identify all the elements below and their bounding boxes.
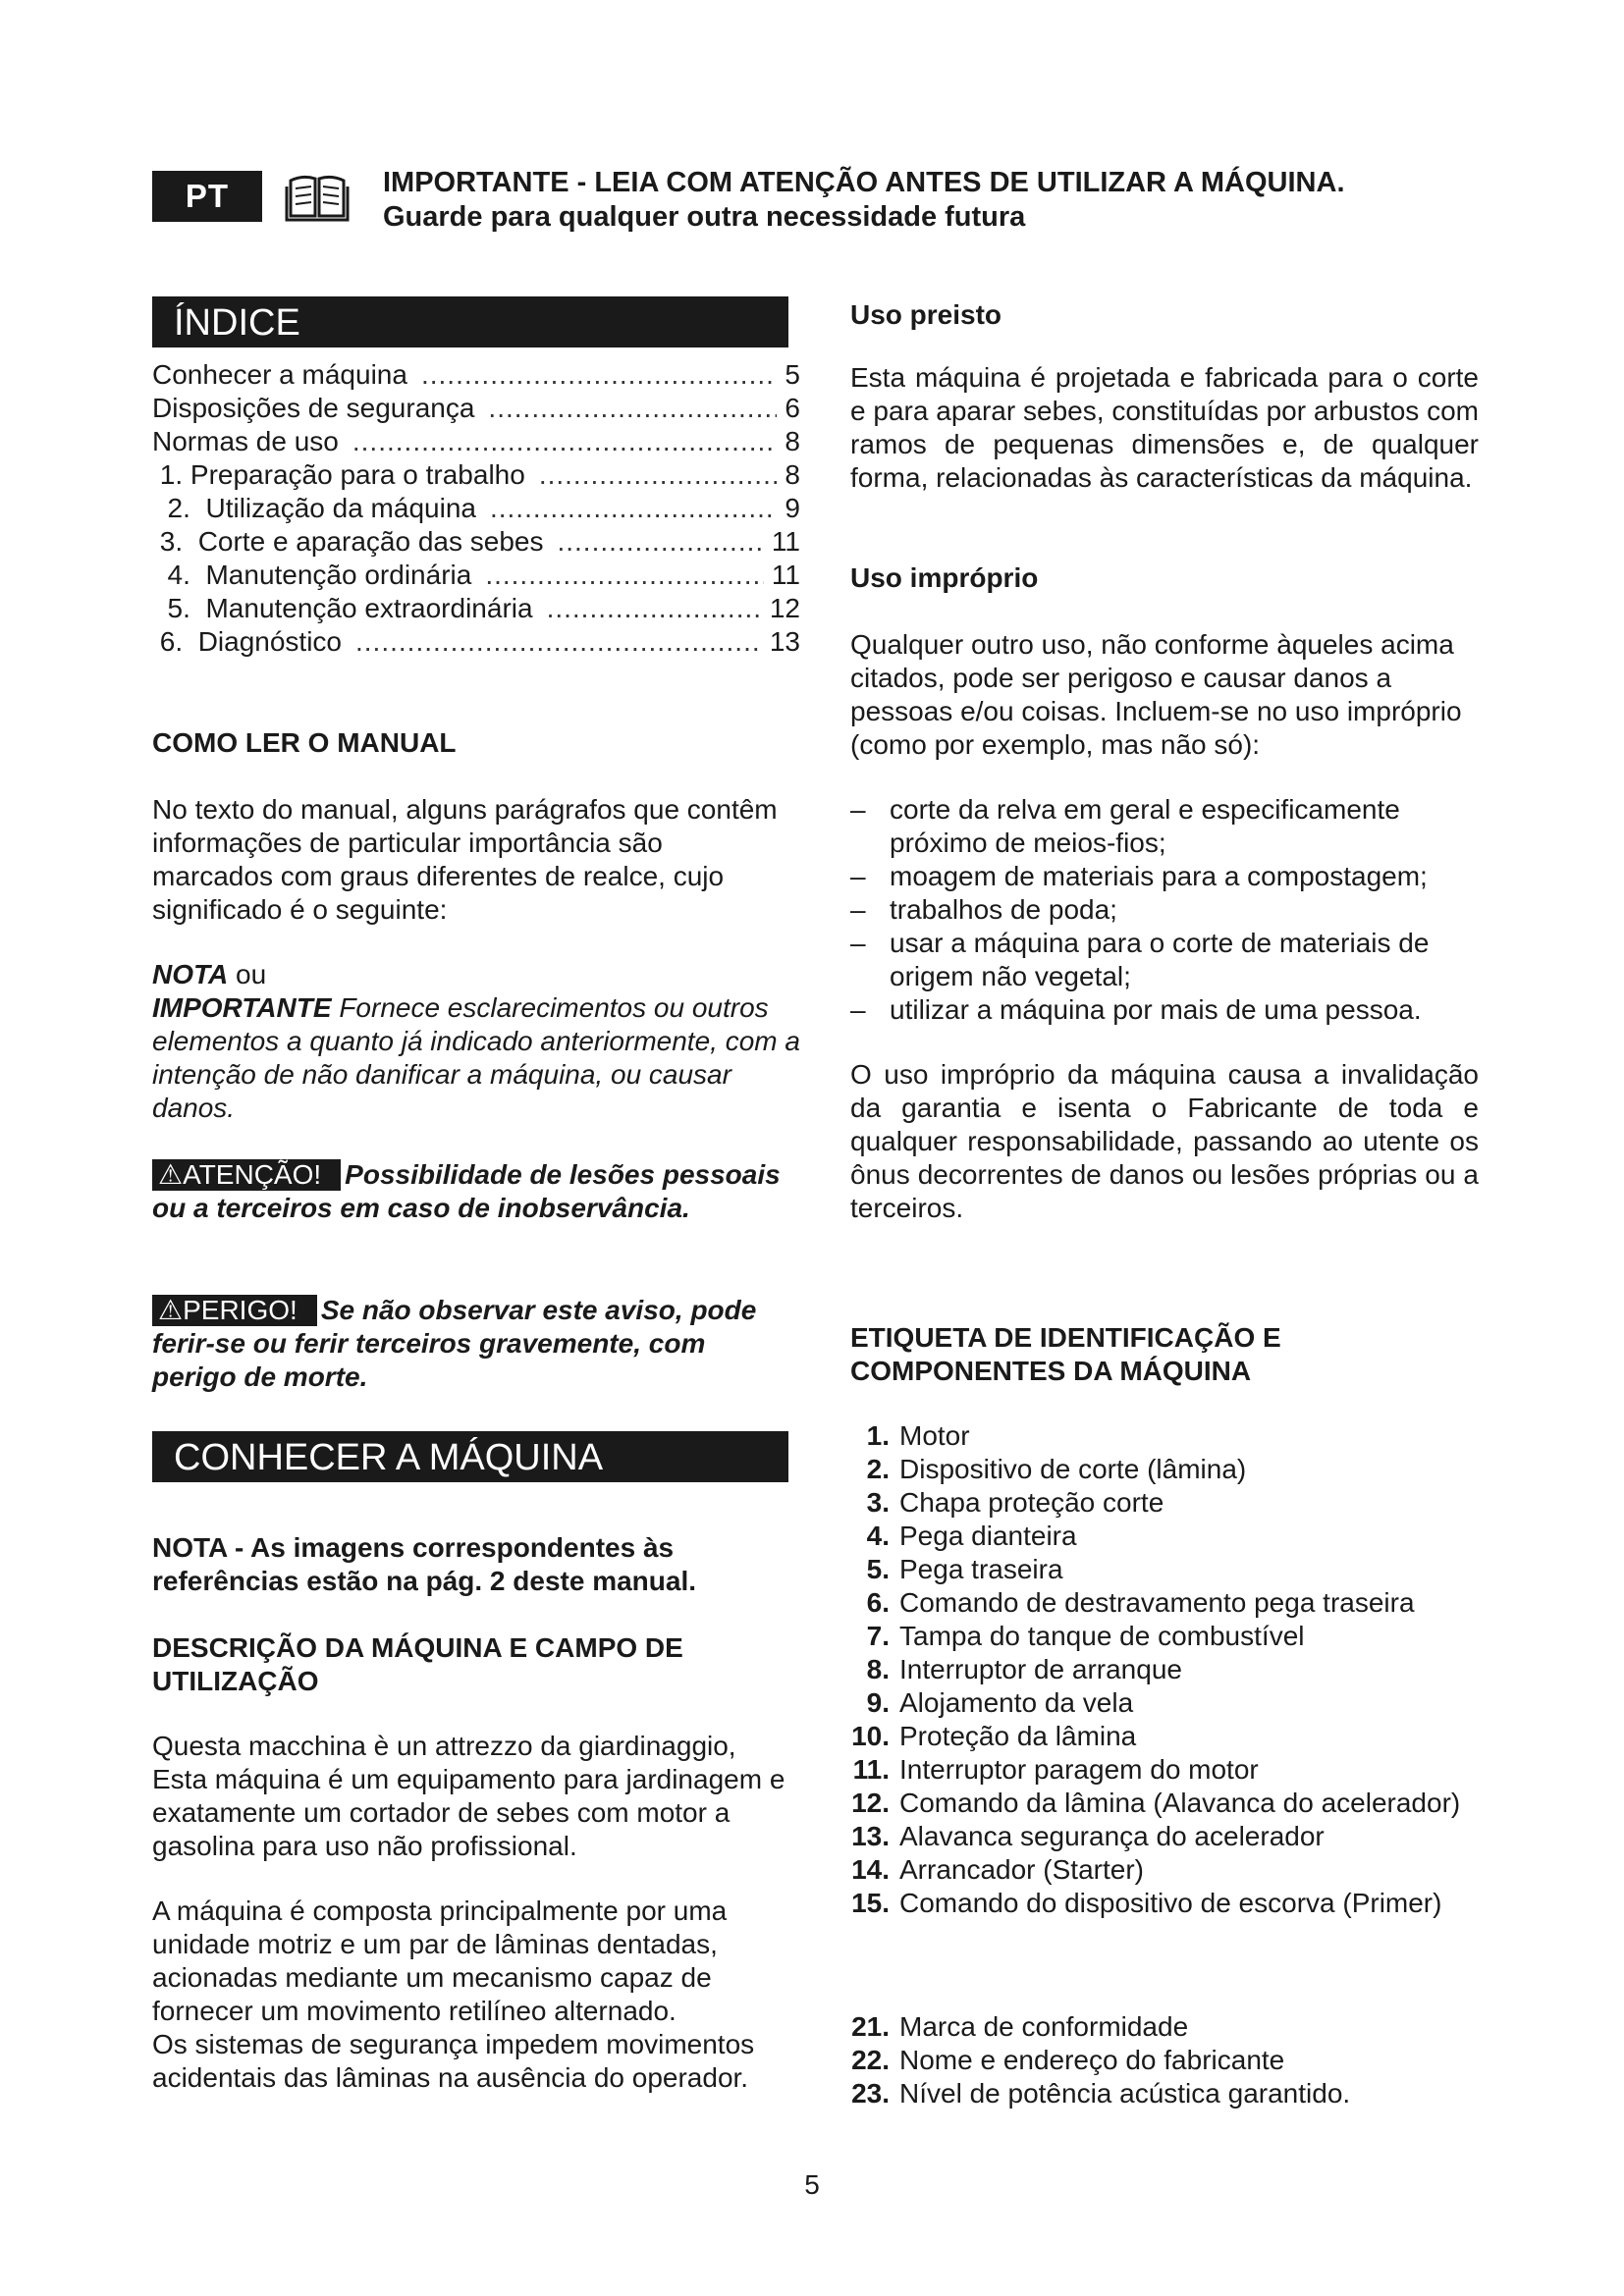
list-item-text: utilizar a máquina por mais de uma pessoa.: [890, 994, 1422, 1025]
component-number: 15.: [851, 1888, 890, 1918]
page-number: 5: [804, 2169, 820, 2200]
toc-leader-dots: [490, 492, 777, 525]
component-text: Interruptor de arranque: [899, 1654, 1182, 1684]
toc-entry: [152, 559, 800, 592]
toc-leader-dots: [547, 592, 762, 625]
toc-leader-dots: [355, 625, 762, 659]
intended-use-text: Esta máquina é projetada e fabricada para o corte e para aparar sebes, constituídas por arbustos com ramos de pequenas dimensões e, de qualquer forma, relacionadas às características da máquina.: [850, 362, 1479, 493]
nota-importante-block: [152, 958, 800, 1125]
description-paragraph-3: Os sistemas de segurança impedem movimentos acidentais das lâminas na ausência do operador.: [152, 2029, 755, 2093]
component-number: 23.: [851, 2078, 890, 2109]
component-item: [840, 1787, 1508, 1820]
toc-entry: [152, 625, 800, 659]
toc-label: Conhecer a máquina: [152, 359, 407, 390]
toc-leader-dots: [557, 525, 763, 559]
component-number: 13.: [851, 1821, 890, 1851]
component-item: [840, 1453, 1508, 1486]
component-number: 7.: [866, 1621, 890, 1651]
perigo-block: [152, 1294, 788, 1394]
description-paragraph-1: Questa macchina è un attrezzo da giardinaggio, Esta máquina é um equipamento para jardinagem e exatamente um cortador de sebes com motor a gasolina para uso não profissional.: [152, 1731, 785, 1861]
component-number: 2.: [866, 1454, 890, 1484]
improper-use-heading: Uso impróprio: [850, 562, 1039, 593]
component-number: 1.: [866, 1420, 890, 1451]
list-item: [850, 860, 1498, 893]
toc-leader-dots: [488, 392, 777, 425]
component-number: 21.: [851, 2011, 890, 2042]
toc-page: 9: [785, 493, 800, 523]
component-number: 6.: [866, 1587, 890, 1618]
list-item: [850, 927, 1498, 993]
component-item: [840, 2010, 1508, 2044]
component-number: 22.: [851, 2045, 890, 2075]
dash-bullet: –: [850, 928, 866, 958]
images-note: NOTA - As imagens correspondentes às referências estão na pág. 2 deste manual.: [152, 1532, 697, 1596]
component-number: 4.: [866, 1521, 890, 1551]
toc-page: 8: [785, 459, 800, 490]
perigo-text: Se não observar este aviso, pode ferir-se ou ferir terceiros gravemente, com perigo de morte.: [152, 1295, 757, 1392]
component-item: [840, 2077, 1508, 2110]
toc-entry: [152, 425, 800, 458]
component-item: [840, 1853, 1508, 1887]
toc-entry: [152, 492, 800, 525]
component-item: [840, 2044, 1508, 2077]
toc-label: 4. Manutenção ordinária: [152, 560, 472, 590]
how-to-read-heading: COMO LER O MANUAL: [152, 727, 457, 758]
component-item: [840, 1720, 1508, 1753]
dash-bullet: –: [850, 994, 866, 1025]
toc-entry: [152, 458, 800, 492]
dash-bullet: –: [850, 861, 866, 891]
component-number: 3.: [866, 1487, 890, 1518]
improper-use-consequence: O uso impróprio da máquina causa a invalidação da garantia e isenta o Fabricante de toda e qualquer responsabilidade, passando ao utente os ônus decorrentes de danos ou lesões próprias ou a terceiros.: [850, 1059, 1479, 1223]
component-text: Alavanca segurança do acelerador: [899, 1821, 1325, 1851]
toc-page: 12: [769, 593, 800, 623]
toc-entry: [152, 525, 800, 559]
improper-use-text: Qualquer outro uso, não conforme àqueles acima citados, pode ser perigoso e causar danos a pessoas e/ou coisas. Incluem-se no uso impróprio (como por exemplo, mas não só):: [850, 629, 1462, 760]
index-heading: ÍNDICE: [152, 296, 788, 347]
improper-use-list: [850, 793, 1498, 1027]
ou-text: ou: [236, 959, 267, 989]
component-number: 9.: [866, 1687, 890, 1718]
component-text: Chapa proteção corte: [899, 1487, 1164, 1518]
component-number: 5.: [866, 1554, 890, 1584]
toc-page: 11: [771, 560, 800, 590]
component-text: Proteção da lâmina: [899, 1721, 1137, 1751]
component-text: Comando de destravamento pega traseira: [899, 1587, 1415, 1618]
components-list: [840, 1419, 1508, 1920]
component-number: 11.: [852, 1754, 890, 1785]
component-item: [840, 1553, 1508, 1586]
toc-entry: [152, 392, 800, 425]
component-text: Pega dianteira: [899, 1521, 1077, 1551]
toc-page: 5: [785, 359, 800, 390]
label-components-heading: ETIQUETA DE IDENTIFICAÇÃO E COMPONENTES DA MÁQUINA: [850, 1322, 1281, 1386]
component-item: [840, 1686, 1508, 1720]
language-badge: PT: [152, 171, 262, 222]
component-text: Dispositivo de corte (lâmina): [899, 1454, 1247, 1484]
description-paragraph-2: A máquina é composta principalmente por uma unidade motriz e um par de lâminas dentadas, acionadas mediante um mecanismo capaz de fornecer um movimento retilíneo alternado.: [152, 1896, 728, 2026]
toc-label: 2. Utilização da máquina: [152, 493, 476, 523]
book-icon: [285, 171, 350, 222]
component-item: [840, 1887, 1508, 1920]
table-of-contents: [152, 358, 800, 659]
component-item: [840, 1653, 1508, 1686]
how-to-read-intro: No texto do manual, alguns parágrafos que contêm informações de particular importância são marcados com graus diferentes de realce, cujo significado é o seguinte:: [152, 794, 778, 925]
toc-entry: [152, 592, 800, 625]
list-item-text: trabalhos de poda;: [890, 894, 1117, 925]
know-machine-heading: CONHECER A MÁQUINA: [152, 1431, 788, 1482]
toc-page: 6: [785, 393, 800, 423]
toc-label: Disposições de segurança: [152, 393, 475, 423]
component-text: Interruptor paragem do motor: [899, 1754, 1259, 1785]
component-item: [840, 1520, 1508, 1553]
list-item: [850, 793, 1498, 860]
dash-bullet: –: [850, 794, 866, 825]
component-text: Nome e endereço do fabricante: [899, 2045, 1285, 2075]
atencao-block: [152, 1158, 788, 1225]
component-item: [840, 1820, 1508, 1853]
toc-label: 6. Diagnóstico: [152, 626, 342, 657]
component-text: Comando do dispositivo de escorva (Primer): [899, 1888, 1442, 1918]
component-number: 10.: [851, 1721, 890, 1751]
component-item: [840, 1419, 1508, 1453]
atencao-text: Possibilidade de lesões pessoais ou a terceiros em caso de inobservância.: [152, 1159, 781, 1223]
component-text: Marca de conformidade: [899, 2011, 1189, 2042]
component-number: 14.: [851, 1854, 890, 1885]
atencao-badge: ⚠ATENÇÃO!: [152, 1159, 341, 1191]
toc-leader-dots: [539, 458, 778, 492]
dash-bullet: –: [850, 894, 866, 925]
component-item: [840, 1586, 1508, 1620]
toc-label: 1. Preparação para o trabalho: [152, 459, 525, 490]
nota-label: NOTA: [152, 959, 229, 989]
component-item: [840, 1486, 1508, 1520]
header-title: IMPORTANTE - LEIA COM ATENÇÃO ANTES DE UTILIZAR A MÁQUINA.: [383, 167, 1345, 198]
list-item: [850, 993, 1498, 1027]
component-item: [840, 1753, 1508, 1787]
toc-label: 5. Manutenção extraordinária: [152, 593, 533, 623]
component-text: Tampa do tanque de combustível: [899, 1621, 1305, 1651]
toc-leader-dots: [485, 559, 764, 592]
toc-page: 11: [771, 526, 800, 557]
component-text: Nível de potência acústica garantido.: [899, 2078, 1351, 2109]
component-text: Arrancador (Starter): [899, 1854, 1144, 1885]
component-item: [840, 1620, 1508, 1653]
component-text: Pega traseira: [899, 1554, 1063, 1584]
toc-label: Normas de uso: [152, 426, 339, 456]
toc-leader-dots: [421, 358, 777, 392]
list-item-text: usar a máquina para o corte de materiais de origem não vegetal;: [890, 928, 1430, 991]
list-item-text: moagem de materiais para a compostagem;: [890, 861, 1428, 891]
description-heading: DESCRIÇÃO DA MÁQUINA E CAMPO DE UTILIZAÇÃO: [152, 1632, 683, 1696]
intended-use-heading: Uso preisto: [850, 299, 1002, 330]
component-text: Motor: [899, 1420, 970, 1451]
component-number: 12.: [851, 1788, 890, 1818]
toc-page: 8: [785, 426, 800, 456]
importante-text: Fornece esclarecimentos ou outros elementos a quanto já indicado anteriormente, com a intenção de não danificar a máquina, ou causar danos.: [152, 992, 800, 1123]
label-items-list: [840, 2010, 1508, 2110]
component-number: 8.: [866, 1654, 890, 1684]
header-subtitle: Guarde para qualquer outra necessidade futura: [383, 201, 1026, 233]
component-text: Alojamento da vela: [899, 1687, 1134, 1718]
toc-label: 3. Corte e aparação das sebes: [152, 526, 544, 557]
toc-entry: [152, 358, 800, 392]
toc-leader-dots: [352, 425, 778, 458]
component-text: Comando da lâmina (Alavanca do acelerador): [899, 1788, 1461, 1818]
list-item: [850, 893, 1498, 927]
toc-page: 13: [769, 626, 800, 657]
list-item-text: corte da relva em geral e especificamente próximo de meios-fios;: [890, 794, 1400, 858]
perigo-badge: ⚠PERIGO!: [152, 1295, 317, 1326]
importante-label: IMPORTANTE: [152, 992, 332, 1023]
